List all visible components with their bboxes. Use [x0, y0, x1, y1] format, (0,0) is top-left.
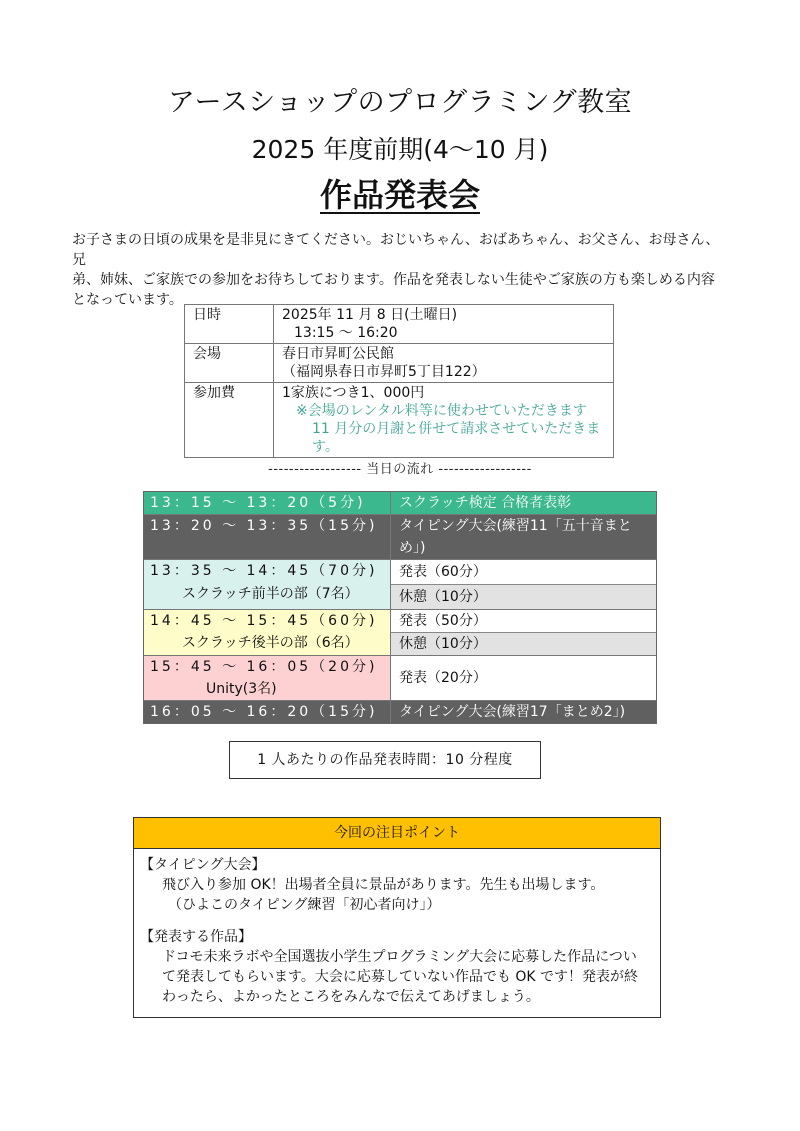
section-line: わったら、よかったところをみんなで伝えてあげましょう。 [162, 989, 540, 1005]
schedule-time-cell [144, 560, 391, 609]
schedule-time-cell [144, 492, 391, 514]
schedule-row [144, 701, 656, 723]
schedule-table [143, 491, 657, 724]
schedule-activity: タイピング大会(練習17「まとめ2」) [399, 704, 626, 720]
schedule-activity: スクラッチ検定 合格者表彰 [399, 495, 572, 511]
schedule-row [144, 656, 656, 701]
schedule-break: 休憩（10分） [391, 584, 656, 609]
schedule-group: Unity(3名) [206, 681, 277, 697]
schedule-row [144, 492, 656, 515]
schedule-activity-cell [391, 492, 656, 514]
schedule-time: 16：05 ～ 16：20（15分) [150, 704, 378, 720]
schedule-activity-cell [391, 515, 656, 559]
fee-note: ※会場のレンタル料等に使わせていただきます [296, 403, 587, 419]
schedule-activity: 発表（20分） [399, 670, 487, 686]
info-row-datetime [185, 305, 614, 344]
section-line: 飛び入り参加 OK！出場者全員に景品があります。先生も出場します。 [162, 877, 605, 893]
title-event [0, 170, 800, 216]
schedule-time: 13：35 ～ 14：45（70分) [150, 563, 378, 579]
section-title: 【発表する作品】 [140, 929, 252, 945]
highlight-points-heading: 今回の注目ポイント [134, 818, 660, 849]
info-value [274, 305, 614, 344]
flow-section-title: ------------------ 当日の流れ ------------------ [268, 462, 532, 477]
info-row-fee [185, 383, 614, 458]
title-event-text: 作品発表会 [319, 176, 480, 214]
schedule-time-cell [144, 656, 391, 700]
schedule-time: 15：45 ～ 16：05（20分) [150, 659, 378, 675]
schedule-activity-cell [391, 560, 656, 609]
schedule-time: 13：15 ～ 13：20（5分) [150, 495, 366, 511]
schedule-group: スクラッチ後半の部（6名） [182, 635, 359, 651]
venue-address: （福岡県春日市昇町5丁目122） [282, 364, 486, 380]
schedule-row [144, 610, 656, 656]
section-title: 【タイピング大会】 [140, 857, 266, 873]
schedule-activity: 発表（60分） [391, 560, 656, 584]
schedule-activity-cell [391, 656, 656, 700]
time-text: 13:15 ～ 16:20 [294, 325, 398, 341]
fee-note: 11 月分の月謝と併せて請求させていただきます。 [312, 421, 601, 455]
section-line: て発表してもらいます。大会に応募していない作品でも OK です！発表が終 [162, 969, 638, 985]
schedule-activity-cell [391, 610, 656, 655]
event-info-table [184, 304, 614, 458]
highlight-points-box [133, 817, 661, 1018]
schedule-time: 13：20 ～ 13：35（15分) [150, 518, 378, 534]
section-line: ドコモ未来ラボや全国選抜小学生プログラミング大会に応募した作品につい [162, 949, 637, 965]
schedule-activity: タイピング大会(練習11「五十音まとめ」) [399, 518, 632, 556]
section-subline: （ひよこのタイピング練習「初心者向け」） [168, 897, 441, 913]
info-label: 会場 [185, 344, 274, 383]
schedule-time: 14：45 ～ 15：45（60分) [150, 613, 378, 629]
schedule-time-cell [144, 610, 391, 655]
schedule-activity: 発表（50分） [391, 610, 656, 632]
date-text: 2025年 11 月 8 日(土曜日) [282, 307, 458, 323]
schedule-row [144, 560, 656, 610]
schedule-activity-cell [391, 701, 656, 723]
fee-text: 1家族につき1、000円 [282, 385, 425, 401]
schedule-row [144, 515, 656, 560]
schedule-time-cell [144, 701, 391, 723]
schedule-group: スクラッチ前半の部（7名） [182, 586, 359, 602]
title-term: 2025 年度前期(4～10 月) [251, 135, 549, 164]
highlight-points-body [134, 849, 660, 1007]
per-person-time-box: 1 人あたりの作品発表時間：10 分程度 [229, 741, 541, 779]
info-label: 参加費 [185, 383, 274, 458]
intro-line: 弟、姉妹、ご家族での参加をお待ちしております。作品を発表しない生徒やご家族の方も楽しめる内容 [72, 272, 715, 288]
venue-name: 春日市昇町公民館 [282, 346, 394, 362]
intro-line: お子さまの日頃の成果を是非見にきてください。おじいちゃん、おばあちゃん、お父さん、お母さん、兄 [72, 232, 720, 268]
info-label: 日時 [185, 305, 274, 344]
info-value [274, 383, 614, 458]
schedule-time-cell [144, 515, 391, 559]
title-school-name: アースショップのプログラミング教室 [167, 87, 633, 118]
intro-paragraph [72, 230, 732, 310]
info-row-venue [185, 344, 614, 383]
intro-line: となっています。 [72, 292, 183, 308]
schedule-break: 休憩（10分） [391, 632, 656, 655]
info-value [274, 344, 614, 383]
